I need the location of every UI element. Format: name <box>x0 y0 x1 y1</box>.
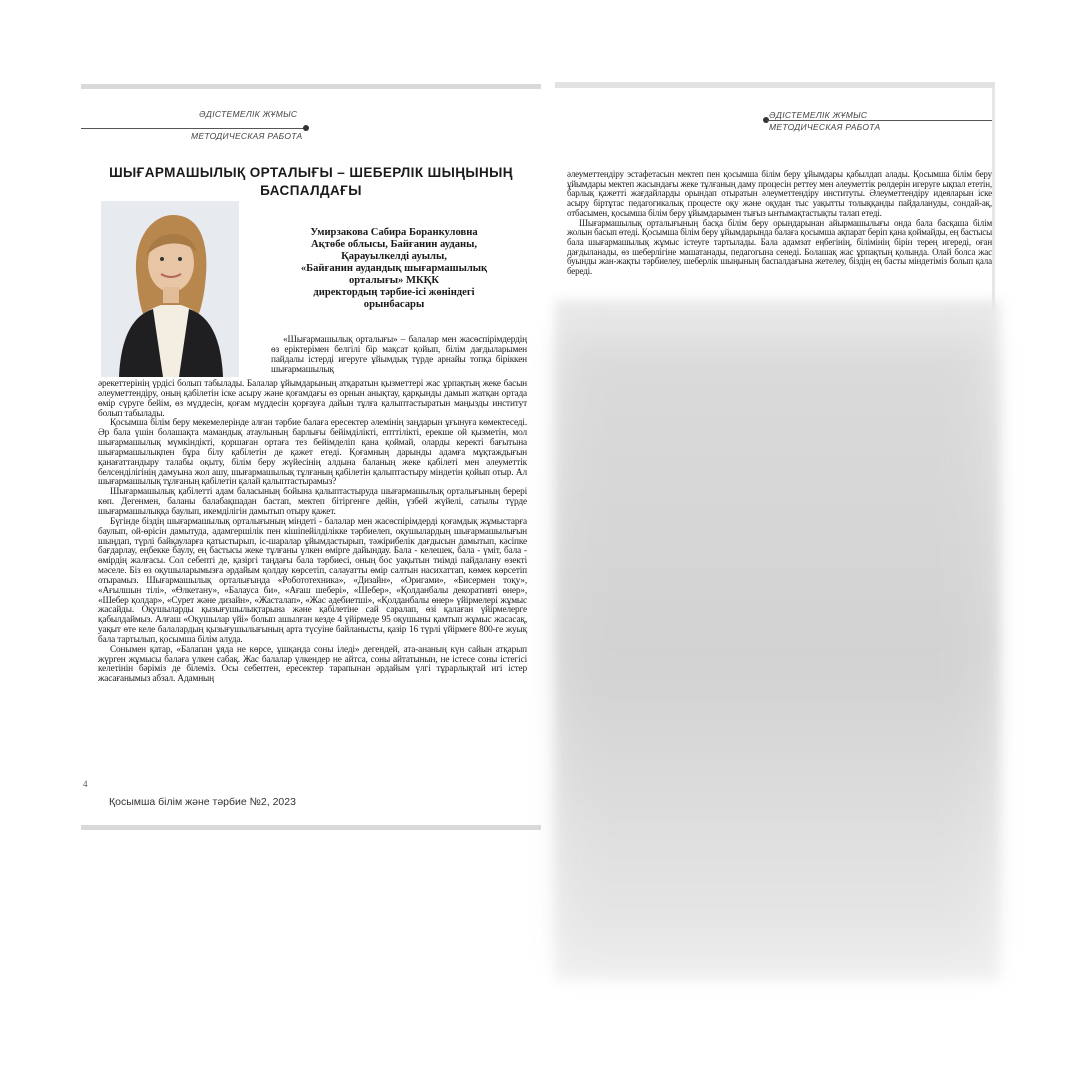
body-paragraph: әлеуметтендіру эстафетасын мектеп пен қосымша білім беру ұйымдары қабылдап алады. Қосымша білім беру ұйымдары мектеп жасындағы жеке тұлғаның даму процесін реттеу мен әлеуметтік рөлдерін игеруге ықпал ететін, барлық қажетті жағдайларды орындап отыратын әлеуметтендіру институты. Әлеуметтендіру идеяларын іске асыру біртұтас педагогикалық процесте оқу және оқудан тыс уақытты толыққанды пайдалануды, сондай-ақ, отбасымен, қосымша білім беру ұйымдарымен тығыз ынтымақтастықты талап етеді. <box>567 169 992 218</box>
blurred-area-shadow <box>565 340 985 960</box>
body-paragraph: Шығармашылық орталығының басқа білім беру орындарынан айырмашылығы онда бала басқаша білім жолын басып өтеді. Қосымша білім беру ұйымдарында балаға қосымша ақпарат беріп қана қоймайды, ең бастысы бала шығармашылық жұмыс істеуге тартылады. Бала адамзат еңбегінің, білімінің бірін терең игереді, оған дағдыланады, өз шеберлігіне машатанады, педагогына сенеді. Болашақ жас ұрпақтың қолында. Олай болса жас буынды жан-жақты тәрбиелеу, шеберлік шыңының баспалдағына жетелеу, біздің ең басты міндетіміз болып қала береді. <box>567 217 992 277</box>
author-photo <box>101 201 239 377</box>
header-bullet-icon <box>303 125 309 131</box>
journal-page-right <box>555 82 995 310</box>
author-line: «Байғанин аудандық шығармашылық <box>300 263 488 274</box>
page-edge <box>992 88 995 310</box>
article-continuation <box>567 170 992 277</box>
article-intro-column <box>271 336 527 375</box>
author-line: орынбасары <box>363 299 425 310</box>
article-title-line2: БАСПАЛДАҒЫ <box>260 183 362 198</box>
section-header-russian: МЕТОДИЧЕСКАЯ РАБОТА <box>191 131 303 141</box>
author-line: орталығы» МКҚК <box>348 275 440 286</box>
article-title <box>93 164 529 200</box>
journal-footer: Қосымша білім және тәрбие №2, 2023 <box>109 796 296 808</box>
body-paragraph: Қосымша білім беру мекемелерінде алған тәрбие балаға ересектер әлемінің заңдарын ұғынуға көмектеседі. Әр бала үшін болашақта мамандық атаулының барлығы бейімділікті, епттілікті, ерекше ой қызметін, мол шығармашылық мүмкіндікті, қоршаған ортаға тез бейімделіп қана қоймай, оларды керекті бағытына шығармашылықпен бұра білу қабілетін де қажет етеді. Қоғамның дарынды адамға мұқтаждығын қанағаттандыру талабы оқыту, білім беру жүйесінің алдына баланың жеке қабілеті мен әлеуметтік белсенділігінің дамуына жол ашу, шығармашылық тұлғаның қабілетін қалыптастыру міндетін қойып отыр. Ал шығармашылық тұлғаның қабілетін қалай қалыптастырамыз? <box>98 418 527 488</box>
body-paragraph: Сонымен қатар, «Балапан ұяда не көрсе, ұшқанда соны іледі» дегендей, ата-ананың күн сайын атқарып жүрген жұмысы балаға үлкен сабақ. Жас балалар үлкендер не айтса, соны айтатынын, не істесе соны істегісі келетінін бәріміз де білеміз. Осы себептен, ересектер тарапынан әрдайым үлгі тұрарлықтай игі істер жасағанымыз абзал. Адамның <box>98 644 527 685</box>
author-info <box>253 227 535 311</box>
author-portrait-image <box>101 201 239 377</box>
page-number: 4 <box>83 779 88 789</box>
header-rule <box>767 120 995 121</box>
section-header-kazakh: ӘДІСТЕМЕЛІК ЖҰМЫС <box>769 110 868 120</box>
author-line: Қарауылкелді ауылы, <box>341 251 447 262</box>
article-title-line1: ШЫҒАРМАШЫЛЫҚ ОРТАЛЫҒЫ – ШЕБЕРЛІК ШЫҢЫНЫҢ <box>109 165 513 180</box>
header-rule <box>81 128 307 129</box>
author-line: директордың тәрбие-ісі жөніндегі <box>313 287 475 298</box>
body-paragraph: әрекеттерінің үрдісі болып табылады. Балалар ұйымдарының атқаратын қызметтері жас ұрпақтың жеке басын әлеуметтендіру, оның қабілетін іске асыру және қоғамдағы өз орнын анықтау, қарқынды дамып жатқан ортада өмір сүруге бейім, өз мүддесін, қоғам мүддесін қорғауға дайын тұлға қалыптастыратын маңызды институт болып табылады. <box>98 379 527 419</box>
journal-page-left <box>81 84 541 830</box>
body-paragraph: Бүгінде біздің шығармашылық орталығының міндеті - балалар мен жасөспірімдерді қоғамдық жұмыстарға баулып, ой-өрісін дамытуда, адамгершілік пен кішіпейілділікке тәрбиелеп, оқушылардың шығармашылығын шыңдап, түрлі байқауларға қатыстырып, іс-шаралар ұйымдастырып, тәжірибелік дағдысын дамытып, кәсіпке бағдарлау, еңбекке баулу, ең бастысы жеке тұлғаны үлкен өмірге дайындау. Бала - келешек, бала - үміт, бала - өмірдің жалғасы. Сол себепті де, қазіргі таңдағы бала тәрбиесі, оның бос уақытын тиімді пайдалану өзекті мәселе. Біз өз оқушыларымызға әрдайым қолдау көрсетіп, салауатты өмір салтын насихаттап, көмек көрсетіп отырамыз. Шығармашылық орталығында «Робототехника», «Дизайн», «Оригами», «Бисермен тоқу», «Ағылшын тілі», «Өлкетану», «Балауса би», «Ағаш шебері», «Шебер», «Қолданбалы декоративті өнер», «Шебер қолдар», «Сурет және дизайн», «Жасталап», «Жас әдебиетші», «Қолданбалы өнер» үйірмелері жұмыс жасайды. Оқушыларды қызығушылықтарына және қабілетіне сай саралап, өзі қалаған үйірмелерге қабылдаймыз. Алғаш «Оқушылар үйі» болып ашылған кезде 4 үйірмеде 95 оқушыны қамтып жұмыс жасасақ, уақыт өте келе балалардың қызығушылығының арта түсуіне байланысты, қазір 16 түрлі үйірмеге 800-ге жуық бала тартылып, қосымша білім алуда. <box>98 516 527 645</box>
section-header-kazakh: ӘДІСТЕМЕЛІК ЖҰМЫС <box>199 109 298 119</box>
article-body <box>98 380 527 685</box>
author-name: Умирзакова Сабира Боранкуловна <box>310 227 478 238</box>
body-paragraph: «Шығармашылық орталығы» – балалар мен жасөспірімдердің өз еріктерімен белгілі бір мақсат қойып, білім дағдыларымен пайдалы істерді игеруге ұйымдық түрде арнайы топқа біріккен шығармашылық <box>271 335 527 375</box>
section-header-russian: МЕТОДИЧЕСКАЯ РАБОТА <box>769 122 881 132</box>
body-paragraph: Шығармашылық қабілетті адам баласының бойына қалыптастыруда шығармашылық орталығының берері көп. Дегенмен, баланы балабақшадан бастап, мектеп бітіргенге дейін, үзбей жүйелі, сатылы түрде шығармашылыққа баулып, икемділігін дамытып отыру қажет. <box>98 487 527 517</box>
author-line: Ақтөбе облысы, Байғанин ауданы, <box>310 239 478 250</box>
